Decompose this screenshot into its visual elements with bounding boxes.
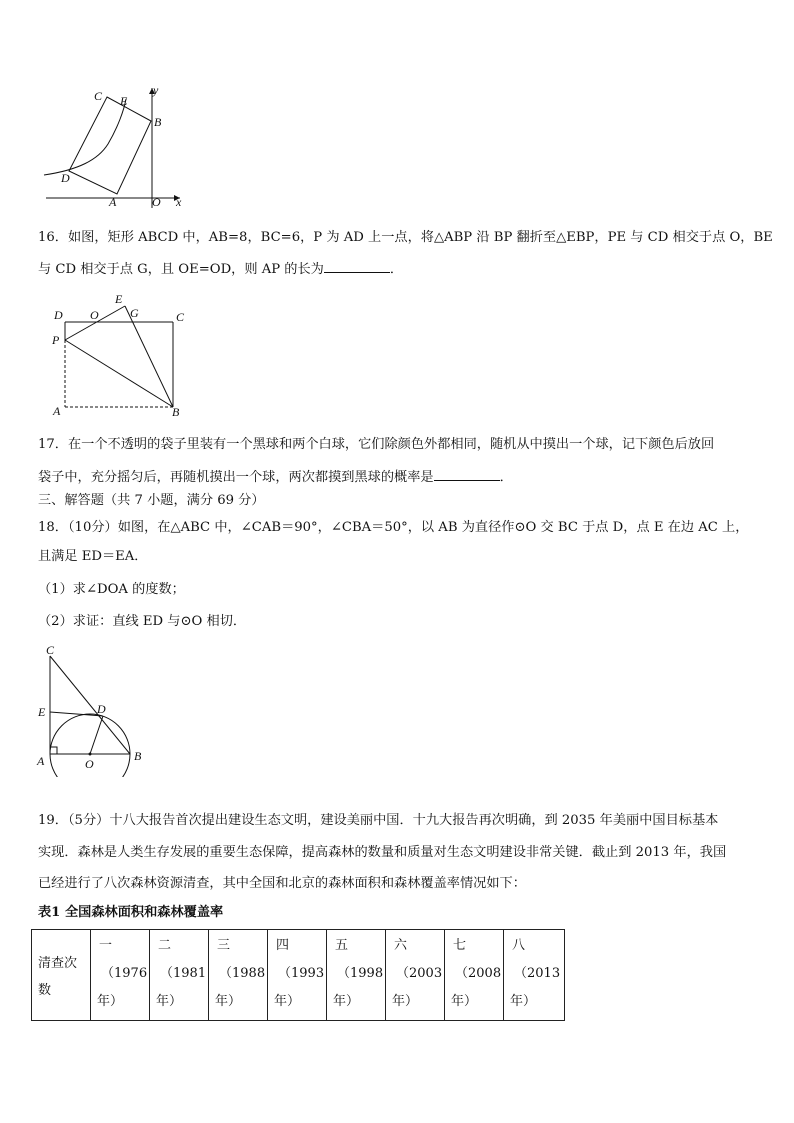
q18-sub1: （1）求∠DOA 的度数； bbox=[38, 582, 185, 597]
label-D: D bbox=[54, 308, 63, 322]
col-num: 四 bbox=[276, 938, 290, 953]
table-cell bbox=[386, 930, 445, 1021]
col-num: 八 bbox=[512, 938, 526, 953]
col-num: 三 bbox=[217, 938, 231, 953]
label-E: E bbox=[115, 292, 123, 306]
table-row bbox=[32, 930, 565, 1021]
table-cell bbox=[504, 930, 565, 1021]
q18-line2: 且满足 ED＝EA． bbox=[38, 549, 148, 564]
q17-line1: 17．在一个不透明的袋子里装有一个黑球和两个白球，它们除颜色外都相同，随机从中摸出一个球，记下颜色后放回 bbox=[38, 437, 715, 452]
col-year: （2013 bbox=[514, 966, 561, 981]
label-A: A bbox=[53, 404, 61, 418]
label-E: E bbox=[38, 705, 46, 719]
q19-line1: 19．（5分）十八大报告首次提出建设生态文明，建设美丽中国．十九大报告再次明确，到 2035 年美丽中国目标基本 bbox=[38, 813, 719, 828]
col-suffix: 年） bbox=[451, 994, 478, 1009]
table-cell bbox=[445, 930, 504, 1021]
q16-line1: 16．如图，矩形 ABCD 中，AB=8，BC=6，P 为 AD 上一点，将△ABP 沿 BP 翻折至△EBP，PE 与 CD 相交于点 O，BE bbox=[38, 230, 773, 245]
q17-line2-end: ． bbox=[499, 470, 513, 485]
col-suffix: 年） bbox=[392, 994, 419, 1009]
q17-line2 bbox=[38, 468, 513, 486]
table-cell bbox=[327, 930, 386, 1021]
label-A: A bbox=[109, 195, 117, 209]
col-num: 二 bbox=[158, 938, 172, 953]
col-num: 五 bbox=[335, 938, 349, 953]
col-year: （1976 bbox=[101, 966, 148, 981]
col-num: 六 bbox=[394, 938, 408, 953]
col-year: （2008 bbox=[455, 966, 502, 981]
label-x: x bbox=[176, 195, 182, 209]
label-O: O bbox=[85, 757, 94, 771]
label-C: C bbox=[94, 89, 103, 103]
q16-line2-text: 与 CD 相交于点 G，且 OE=OD，则 AP 的长为 bbox=[38, 262, 324, 277]
col-year: （1993 bbox=[278, 966, 325, 981]
label-O: O bbox=[152, 195, 161, 209]
col-suffix: 年） bbox=[97, 994, 124, 1009]
col-year: （1981 bbox=[160, 966, 207, 981]
col-suffix: 年） bbox=[333, 994, 360, 1009]
label-O: O bbox=[90, 308, 99, 322]
q16-figure bbox=[48, 292, 198, 422]
table-cell bbox=[268, 930, 327, 1021]
col-suffix: 年） bbox=[274, 994, 301, 1009]
col-num: 七 bbox=[453, 938, 467, 953]
col-year: （1988 bbox=[219, 966, 266, 981]
q18-figure bbox=[34, 642, 154, 777]
label-B: B bbox=[154, 115, 162, 129]
q17-answer-blank bbox=[434, 468, 500, 481]
label-G: G bbox=[130, 306, 139, 320]
label-P: P bbox=[52, 333, 60, 347]
label-C: C bbox=[46, 643, 55, 657]
label-A: A bbox=[37, 754, 45, 768]
q16-line2 bbox=[38, 260, 403, 278]
q19-line3: 已经进行了八次森林资源清查，其中全国和北京的森林面积和森林覆盖率情况如下： bbox=[38, 876, 526, 891]
table-cell bbox=[209, 930, 268, 1021]
table-cell bbox=[91, 930, 150, 1021]
label-D: D bbox=[97, 702, 106, 716]
q19-line2: 实现．森林是人类生存发展的重要生态保障，提高森林的数量和质量对生态文明建设非常关键．截止到 2013 年，我国 bbox=[38, 845, 727, 860]
q18-sub2: （2）求证：直线 ED 与⊙O 相切． bbox=[38, 614, 247, 629]
col-year: （1998 bbox=[337, 966, 384, 981]
label-D: D bbox=[61, 171, 70, 185]
col-suffix: 年） bbox=[510, 994, 537, 1009]
label-y: y bbox=[153, 83, 159, 97]
section-3-heading: 三、解答题（共 7 小题，满分 69 分） bbox=[38, 493, 265, 508]
col-suffix: 年） bbox=[215, 994, 242, 1009]
q15-figure bbox=[38, 82, 188, 214]
label-C: C bbox=[176, 310, 185, 324]
table-title: 表1 全国森林面积和森林覆盖率 bbox=[38, 905, 224, 920]
q16-line2-end: ． bbox=[389, 262, 404, 277]
col-num: 一 bbox=[99, 938, 113, 953]
col-year: （2003 bbox=[396, 966, 443, 981]
q18-line1: 18．（10分）如图，在△ABC 中，∠CAB＝90°，∠CBA＝50°，以 AB 为直径作⊙O 交 BC 于点 D，点 E 在边 AC 上， bbox=[38, 520, 749, 535]
table-header-label: 清查次数 bbox=[38, 956, 78, 998]
label-B: B bbox=[172, 405, 180, 419]
q17-line2-text: 袋子中，充分摇匀后，再随机摸出一个球，两次都摸到黑球的概率是 bbox=[38, 470, 434, 485]
label-E: E bbox=[120, 94, 128, 108]
col-suffix: 年） bbox=[156, 994, 183, 1009]
forest-table bbox=[31, 929, 565, 1021]
table-header-cell bbox=[32, 930, 91, 1021]
table-cell bbox=[150, 930, 209, 1021]
label-B: B bbox=[134, 749, 142, 763]
q16-answer-blank bbox=[324, 260, 390, 273]
